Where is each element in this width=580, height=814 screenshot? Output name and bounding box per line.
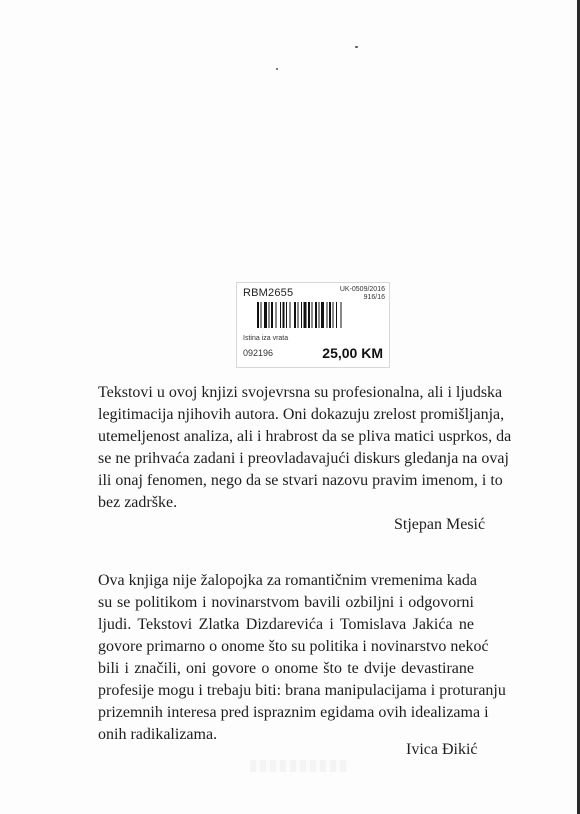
barcode-bar: [257, 302, 259, 328]
text-line: utemeljenost analiza, ali i hrabrost da se pliva matici usprkos, da: [98, 428, 512, 445]
faded-publisher-mark: [250, 760, 348, 772]
barcode-bar: [336, 302, 337, 328]
sticker-price: 25,00 KM: [322, 345, 383, 361]
barcode-bar: [294, 302, 296, 328]
text-line: profesije mogu i trebaju biti: brana manipulacijama i proturanju: [98, 682, 506, 699]
barcode-bar: [264, 302, 267, 328]
barcode-bar: [271, 302, 273, 328]
barcode-bar: [298, 302, 299, 328]
barcode-bar: [312, 302, 313, 328]
endorsement-text-1: [98, 382, 512, 514]
barcode-bar: [333, 302, 334, 328]
sticker-number: 092196: [243, 348, 274, 358]
sticker-reference-line: 916/16: [363, 294, 385, 301]
price-sticker: [236, 282, 390, 368]
sticker-code: RBM2655: [243, 287, 294, 299]
text-line: bez zadrške.: [98, 494, 178, 511]
text-line: legitimacija njihovih autora. Oni dokazuju zrelost promišljanja,: [98, 406, 505, 423]
endorsement-author-2: Ivica Đikić: [406, 741, 478, 758]
barcode-bar: [269, 302, 270, 328]
text-line: prizemnih interesa pred ispraznim egidama ovih idealizama i: [98, 704, 489, 721]
text-line: Tekstovi u ovoj knjizi svojevrsna su profesionalna, ali i ljudska: [98, 384, 503, 401]
text-line: se ne prihvaća zadani i preovladavajući diskurs gledanja na ovaj: [98, 450, 509, 467]
barcode-bar: [308, 302, 310, 328]
text-line: Ova knjiga nije žalopojka za romantičnim vremenima kada: [98, 572, 477, 589]
sticker-reference: [340, 286, 385, 302]
text-line: ljudi. Tekstovi Zlatka Dizdarevića i Tomislava Jakića ne: [98, 616, 474, 633]
text-line: govore primarno o onome što su politika i novinarstvo nekoć: [98, 638, 489, 655]
barcode-bar: [304, 302, 307, 328]
barcode-bar: [280, 302, 281, 328]
sticker-reference-line: UK-0509/2016: [339, 286, 385, 293]
dust-speck: [355, 46, 358, 48]
barcode-bar: [329, 302, 331, 328]
barcode-bar: [276, 302, 277, 328]
barcode-bar: [283, 302, 285, 328]
text-line: onih radikalizama.: [98, 726, 218, 743]
barcode-bar: [341, 302, 342, 328]
text-line: ili onaj fenomen, nego da se stvari nazovu pravim imenom, i to: [98, 472, 503, 489]
endorsement-text-2: [98, 570, 506, 746]
barcode-bar: [319, 302, 320, 328]
endorsement-author-1: Stjepan Mesić: [394, 516, 486, 533]
barcode: [257, 302, 385, 328]
barcode-bar: [321, 302, 324, 328]
barcode-bar: [286, 302, 287, 328]
barcode-bar: [301, 302, 302, 328]
barcode-bar: [261, 302, 262, 328]
text-line: bili i značili, oni govore o onome što te dvije devastirane: [98, 660, 474, 677]
barcode-bar: [327, 302, 328, 328]
barcode-bar: [290, 302, 291, 328]
text-line: su se politikom i novinarstvom bavili ozbiljni i odgovorni: [98, 594, 474, 611]
sticker-book-title: Istina iza vrata: [243, 335, 289, 342]
barcode-bar: [315, 302, 317, 328]
dust-speck: [276, 68, 278, 70]
